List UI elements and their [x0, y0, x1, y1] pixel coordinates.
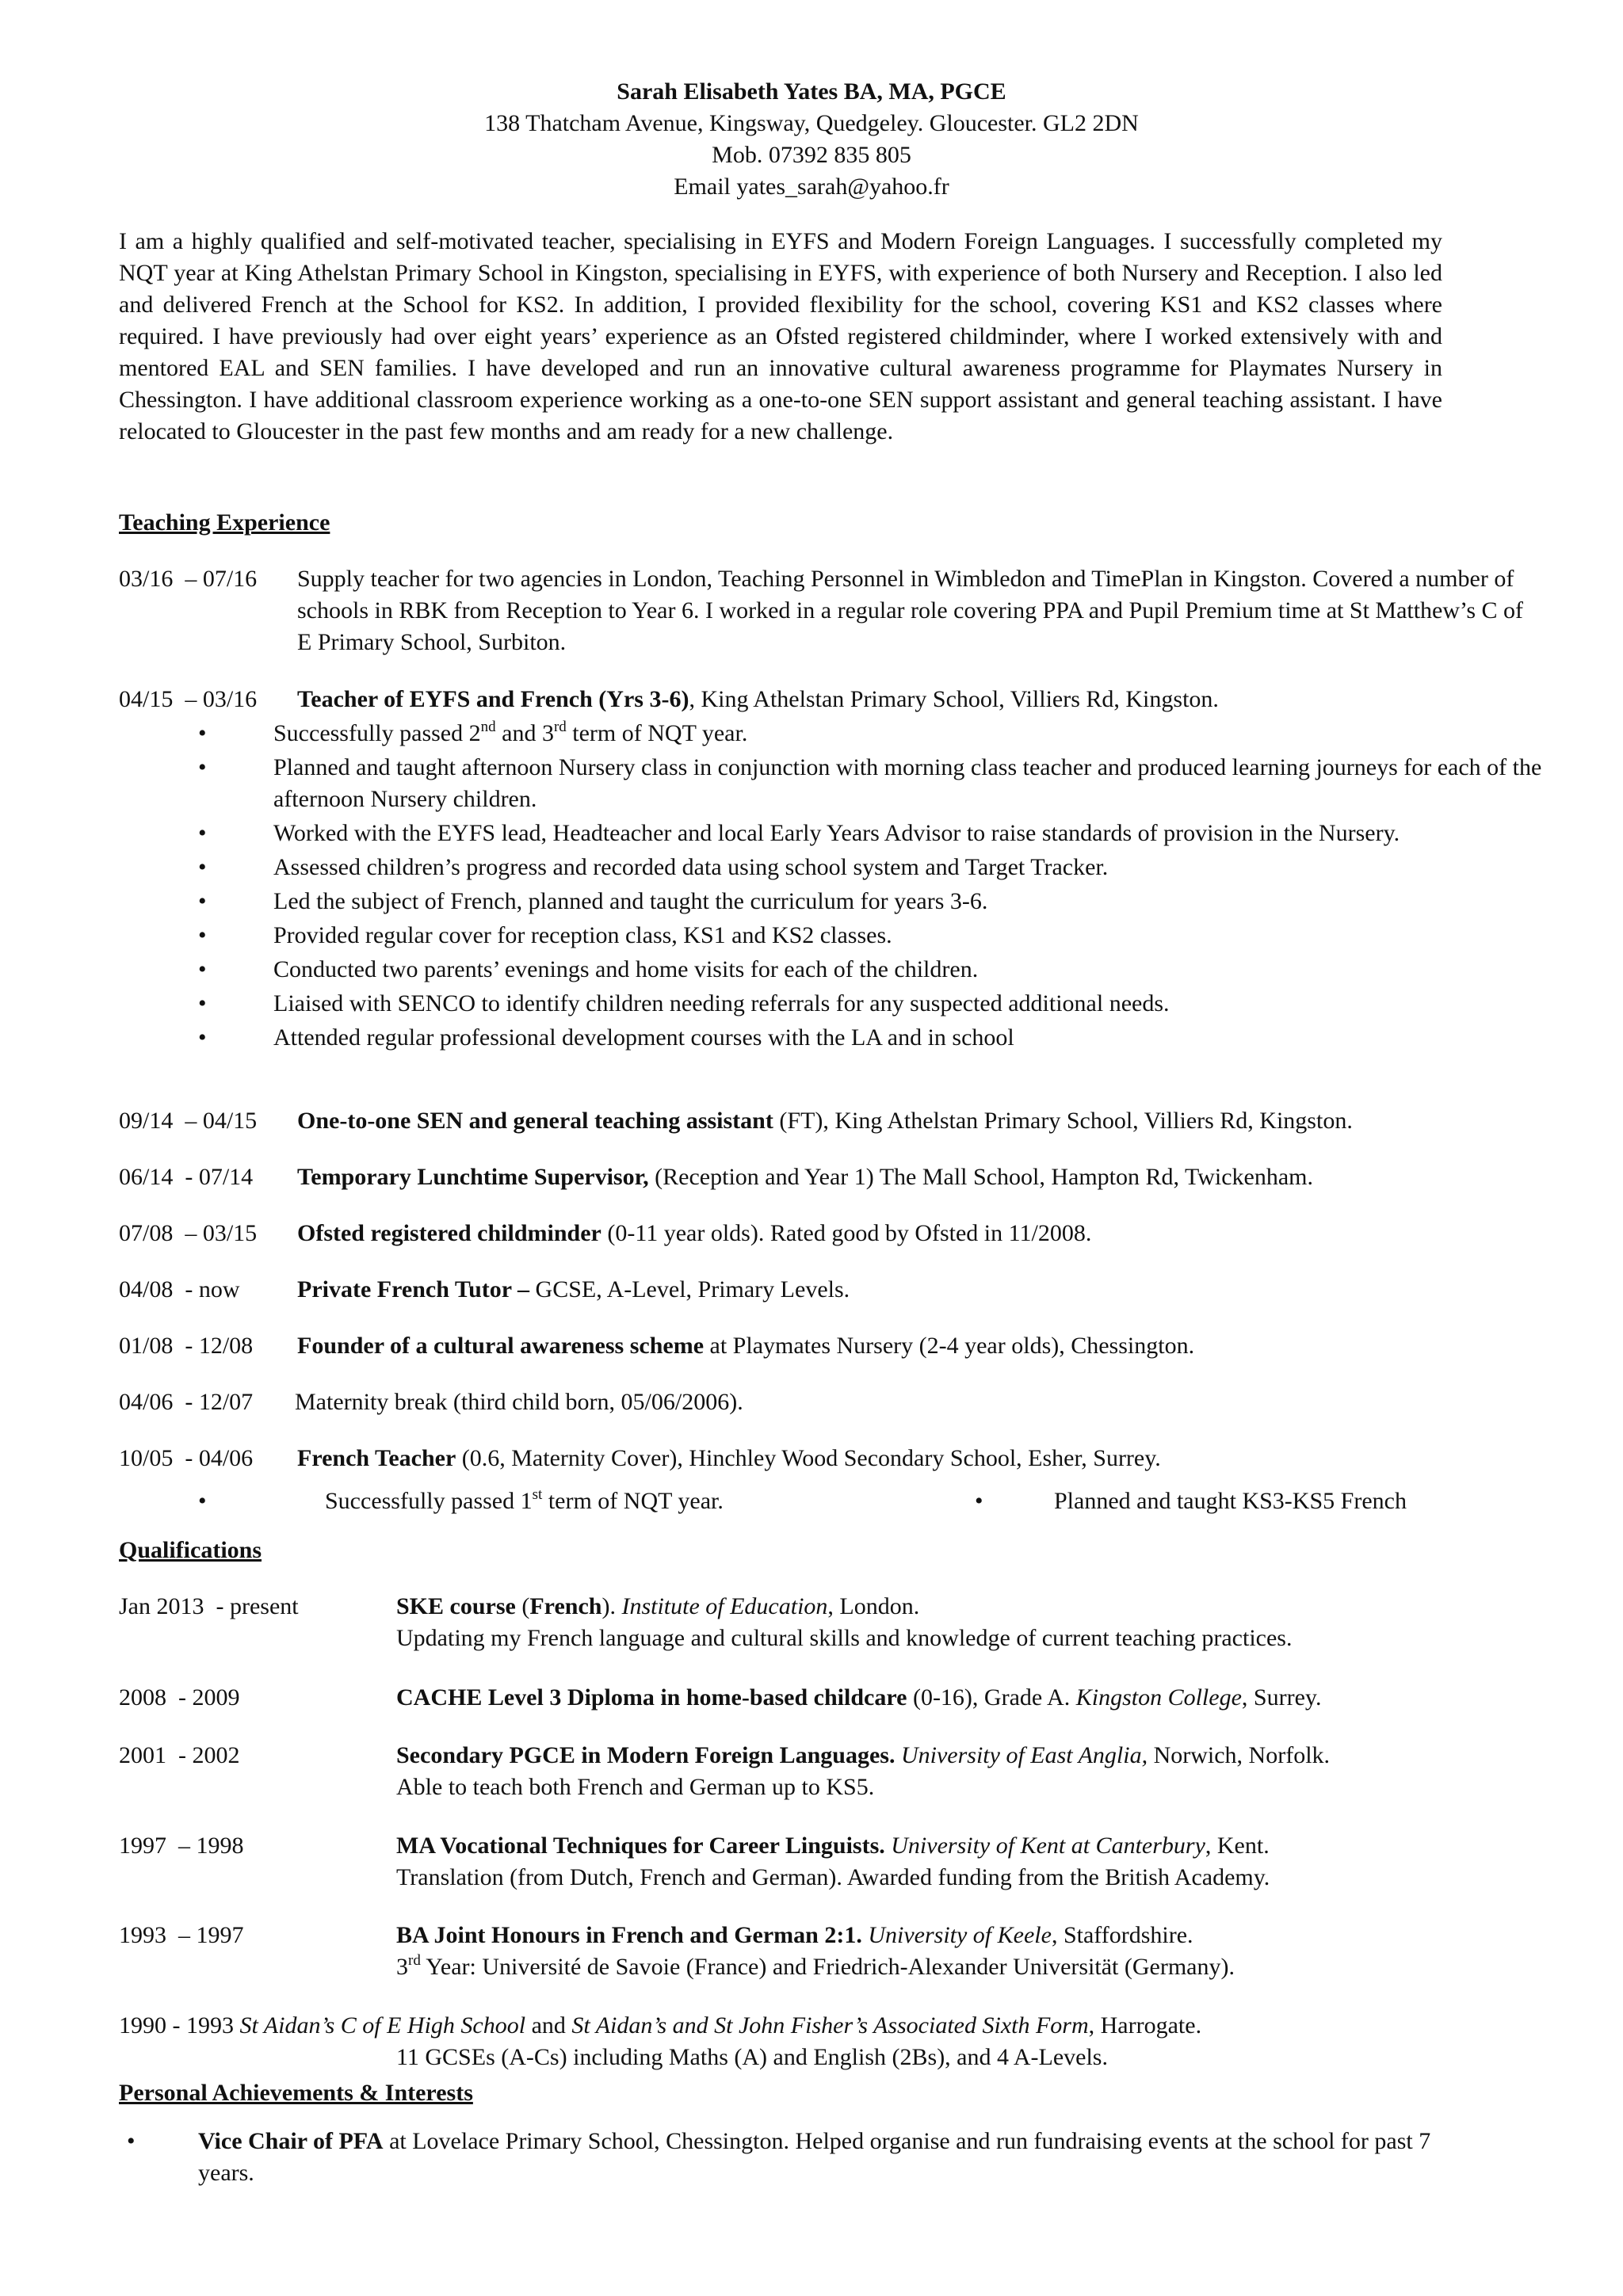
entry-date: 1997 – 1998: [119, 1833, 244, 1859]
list-item: • Conducted two parents’ evenings and home visits for each of the children.: [198, 954, 1545, 986]
entry-description: One-to-one SEN and general teaching assistant (FT), King Athelstan Primary School, Villiers Rd, Kingston.: [297, 1108, 1353, 1134]
bullet-icon: •: [198, 754, 207, 780]
entry-description: 11 GCSEs (A-Cs) including Maths (A) and English (2Bs), and 4 A-Levels.: [396, 2044, 1108, 2070]
bullet-icon: •: [198, 956, 207, 982]
entry-date: 10/05 - 04/06: [119, 1445, 254, 1471]
achievement-text: Vice Chair of PFA at Lovelace Primary School, Chessington. Helped organise and run fundraising events at the school for past 7 years.: [198, 2128, 1431, 2186]
entry-description: Ofsted registered childminder (0-11 year olds). Rated good by Ofsted in 11/2008.: [297, 1220, 1092, 1246]
list-item: • Attended regular professional development courses with the LA and in school: [198, 1022, 1545, 1054]
entry-date: 09/14 – 04/15: [119, 1108, 258, 1134]
personal-heading: Personal Achievements & Interests: [119, 2080, 473, 2106]
bullet-icon: •: [198, 1488, 207, 1514]
bullet-icon: •: [975, 1488, 983, 1514]
entry-description: Maternity break (third child born, 05/06/2006).: [295, 1389, 743, 1415]
list-item: • Successfully passed 2nd and 3rd term of NQT year.: [198, 718, 1545, 749]
cv-header: [0, 76, 1623, 203]
entry-description: SKE course (French). Institute of Education, London. Updating my French language and cultural skills and knowledge of current teaching practices.: [396, 1593, 1293, 1651]
entry-description: [297, 684, 1623, 715]
entry-description: French Teacher (0.6, Maternity Cover), Hinchley Wood Secondary School, Esher, Surrey.: [297, 1445, 1161, 1471]
address: 138 Thatcham Avenue, Kingsway, Quedgeley. Gloucester. GL2 2DN: [484, 110, 1139, 136]
bullet-icon: •: [198, 1024, 207, 1051]
school-line: 1990 - 1993 St Aidan’s C of E High School and St Aidan’s and St John Fisher’s Associated Sixth Form, Harrogate.: [119, 2012, 1202, 2039]
entry-date: 2008 - 2009: [119, 1684, 240, 1711]
entry-date: 2001 - 2002: [119, 1742, 240, 1768]
nqt-duties-list: [198, 718, 1545, 1056]
entry-role: Teacher of EYFS and French (Yrs 3-6): [297, 686, 689, 712]
entry-date: 04/06 - 12/07: [119, 1389, 254, 1415]
list-item: Planned and taught KS3-KS5 French: [1054, 1488, 1407, 1514]
mobile-number: Mob. 07392 835 805: [712, 142, 911, 168]
bullet-icon: •: [198, 720, 207, 746]
entry-description: MA Vocational Techniques for Career Linguists. University of Kent at Canterbury, Kent. Translation (from Dutch, French and German). Awarded funding from the British Academy.: [396, 1833, 1270, 1890]
bullet-icon: •: [198, 990, 207, 1016]
email-address: Email yates_sarah@yahoo.fr: [674, 174, 949, 200]
personal-statement: I am a highly qualified and self-motivated teacher, specialising in EYFS and Modern Foreign Languages. I successfully completed my NQT year at King Athelstan Primary School in Kingston, specialising in EYFS, with experience of both Nursery and Reception. I also led and delivered French at the School for KS2. In addition, I provided flexibility for the school, covering KS1 and KS2 classes where required. I have previously had over eight years’ experience as an Ofsted registered childminder, where I worked extensively with and mentored EAL and SEN families. I have developed and run an innovative cultural awareness programme for Playmates Nursery in Chessington. I have additional classroom experience working as a one-to-one SEN support assistant and general teaching assistant. I have relocated to Gloucester in the past few months and am ready for a new challenge.: [119, 228, 1442, 444]
entry-date: 04/15 – 03/16: [119, 686, 258, 712]
entry-description: Founder of a cultural awareness scheme at Playmates Nursery (2-4 year olds), Chessington.: [297, 1333, 1195, 1359]
entry-description: Temporary Lunchtime Supervisor, (Reception and Year 1) The Mall School, Hampton Rd, Twickenham.: [297, 1164, 1313, 1190]
entry-date: 03/16 – 07/16: [119, 566, 258, 592]
entry-description: Supply teacher for two agencies in London, Teaching Personnel in Wimbledon and TimePlan in Kingston. Covered a number of schools in RBK from Reception to Year 6. I worked in a regular role covering PPA and Pupil Premium time at St Matthew’s C of E Primary School, Surbiton.: [297, 566, 1524, 655]
entry-date: 1993 – 1997: [119, 1922, 244, 1948]
list-item: Successfully passed 1st term of NQT year.: [325, 1486, 724, 1514]
bullet-icon: •: [198, 922, 207, 948]
entry-date: 06/14 - 07/14: [119, 1164, 254, 1190]
entry-date: 07/08 – 03/15: [119, 1220, 258, 1246]
entry-description: Private French Tutor – GCSE, A-Level, Primary Levels.: [297, 1276, 850, 1302]
bullet-icon: •: [198, 854, 207, 880]
entry-detail: , King Athelstan Primary School, Villiers Rd, Kingston.: [689, 686, 1219, 712]
bullet-icon: •: [127, 2128, 136, 2154]
list-item: • Assessed children’s progress and recorded data using school system and Target Tracker.: [198, 852, 1545, 883]
list-item: • Led the subject of French, planned and taught the curriculum for years 3-6.: [198, 886, 1545, 917]
list-item: • Planned and taught afternoon Nursery class in conjunction with morning class teacher and produced learning journeys for each of the afternoon Nursery children.: [198, 752, 1545, 815]
bullet-icon: •: [198, 820, 207, 846]
list-item: • Liaised with SENCO to identify children needing referrals for any suspected additional needs.: [198, 988, 1545, 1020]
entry-date: 04/08 - now: [119, 1276, 240, 1302]
entry-description: BA Joint Honours in French and German 2:1. University of Keele, Staffordshire. 3rd Year: Université de Savoie (France) and Friedrich-Alexander Universität (Germany).: [396, 1922, 1235, 1980]
entry-date: Jan 2013 - present: [119, 1593, 299, 1619]
entry-description: Secondary PGCE in Modern Foreign Languages. University of East Anglia, Norwich, Norfolk. Able to teach both French and German up to KS5.: [396, 1742, 1331, 1800]
candidate-name: Sarah Elisabeth Yates BA, MA, PGCE: [617, 78, 1006, 105]
bullet-icon: •: [198, 888, 207, 914]
entry-description: CACHE Level 3 Diploma in home-based childcare (0-16), Grade A. Kingston College, Surrey.: [396, 1684, 1322, 1711]
list-item: • Provided regular cover for reception class, KS1 and KS2 classes.: [198, 920, 1545, 952]
entry-date: 1990 - 1993: [119, 2012, 234, 2039]
entry-date: 01/08 - 12/08: [119, 1333, 254, 1359]
teaching-experience-heading: Teaching Experience: [119, 509, 330, 536]
qualifications-heading: Qualifications: [119, 1537, 262, 1563]
list-item: • Worked with the EYFS lead, Headteacher and local Early Years Advisor to raise standards of provision in the Nursery.: [198, 818, 1545, 849]
